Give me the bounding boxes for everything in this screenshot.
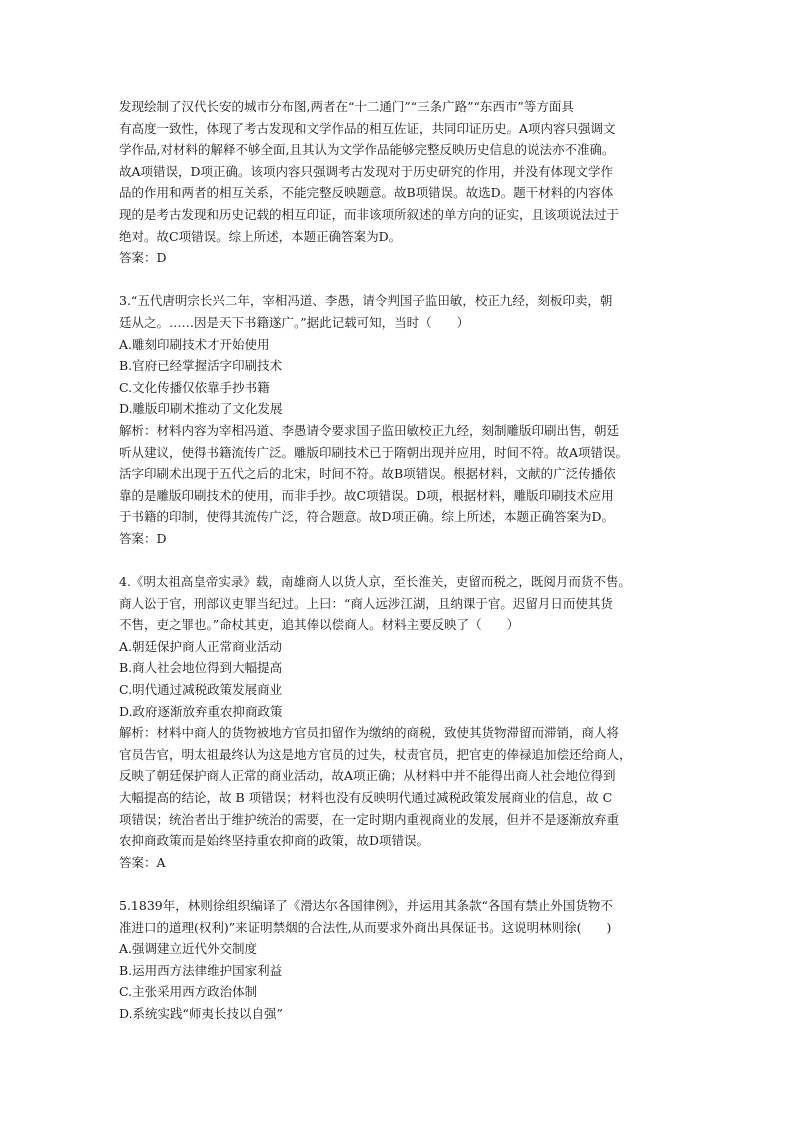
analysis-line: 听从建议，使得书籍流传广泛。雕版印刷技术已于隋朝出现并应用，时间不符。故A项错误。 [119, 444, 629, 460]
text-line: 品的作用和两者的相互关系，不能完整反映题意。故B项错误。故选D。题干材料的内容体 [119, 185, 614, 201]
analysis-line: 反映了朝廷保护商人正常的商业活动，故A项正确；从材料中并不能得出商人社会地位得到 [119, 768, 616, 784]
analysis-line: 解析：材料内容为宰相冯道、李愚请令要求国子监田敏校正九经，刻制雕版印刷出售，朝廷 [119, 422, 620, 438]
text-line: 发现绘制了汉代长安的城市分布图,两者在“十二通门”“三条广路”“东西市”等方面具 [119, 99, 574, 114]
answer-line: 答案：A [119, 854, 166, 870]
document-page [119, 96, 681, 1025]
analysis-line: 项错误；统治者出于维护统治的需要，在一定时期内重视商业的发展，但并不是逐渐放弃重 [119, 811, 620, 827]
answer-line: 答案：D [119, 530, 167, 546]
question-5 [119, 895, 681, 1025]
question-3 [119, 290, 681, 549]
option-b: B.官府已经掌握活字印刷技术 [119, 358, 283, 374]
option-a: A.雕刻印刷技术才开始使用 [119, 336, 270, 352]
question-stem: 商人讼于官，刑部议吏罪当纪过。上曰：“商人远涉江湖，且纳课于官。迟留月日而使其货 [119, 595, 613, 611]
option-a: A.朝廷保护商人正常商业活动 [119, 638, 283, 654]
analysis-line: 靠的是雕版印刷技术的使用，而非手抄。故C项错误。D项，根据材料，雕版印刷技术应用 [119, 487, 614, 503]
spacer [119, 269, 681, 291]
option-c: C.明代通过减税政策发展商业 [119, 682, 283, 698]
text-line: 绝对。故C项错误。综上所述，本题正确答案为D。 [119, 228, 402, 244]
analysis-line: 于书籍的印制，使得其流传广泛，符合题意。故D项正确。综上所述，本题正确答案为D。 [119, 509, 615, 525]
question-stem: 4.《明太祖高皇帝实录》载，南雄商人以货人京，至长淮关，吏留而税之，既阅月而货不售。 [119, 574, 631, 590]
question-stem: 准进口的道理(权利)”来证明禁烟的合法性,从而要求外商出具保证书。这说明林则徐( ) [119, 919, 612, 935]
analysis-line: 解析：材料中商人的货物被地方官员扣留作为缴纳的商税，致使其货物滞留而滞销，商人将 [119, 725, 620, 741]
answer-line: 答案：D [119, 250, 167, 266]
option-b: B.运用西方法律维护国家利益 [119, 962, 283, 978]
text-line: 学作品,对材料的解释不够全面,且其认为文学作品能够完整反映历史信息的说法亦不准确。 [119, 142, 615, 158]
option-c: C.主张采用西方政治体制 [119, 984, 258, 1000]
spacer [119, 873, 681, 895]
question-stem: 3.“五代唐明宗长兴二年，宰相冯道、李愚，请令判国子监田敏，校正九经，刻板印卖，朝 [119, 293, 613, 309]
option-c: C.文化传播仅依靠手抄书籍 [119, 379, 270, 395]
option-a: A.强调建立近代外交制度 [119, 941, 258, 957]
spacer [119, 549, 681, 571]
option-d: D.系统实践“师夷长技以自强” [119, 1005, 283, 1021]
option-d: D.政府逐渐放弃重农抑商政策 [119, 703, 283, 719]
text-line: 故A项错误，D项正确。该项内容只强调考古发现对于历史研究的作用，并没有体现文学作 [119, 163, 614, 179]
analysis-line: 官员告官，明太祖最终认为这是地方官员的过失，杖责官员，把官吏的俸禄追加偿还给商人， [119, 746, 632, 762]
question-stem: 5.1839年，林则徐组织编译了《滑达尔各国律例》，并运用其条款“各国有禁止外国货物不 [119, 897, 613, 913]
question-4 [119, 571, 681, 873]
text-line: 现的是考古发现和历史记载的相互印证，而非该项所叙述的单方向的证实，且该项说法过于 [119, 206, 620, 222]
question-stem: 廷从之。……因是天下书籍遂广。”据此记载可知，当时（ ） [119, 314, 470, 330]
analysis-line: 农抑商政策而是始终坚持重农抑商的政策，故D项错误。 [119, 833, 430, 849]
analysis-line: 大幅提高的结论，故 B 项错误；材料也没有反映明代通过减税政策发展商业的信息，故 C [119, 790, 613, 805]
text-line: 有高度一致性，体现了考古发现和文学作品的相互佐证，共同印证历史。A项内容只强调文 [119, 120, 616, 136]
option-d: D.雕版印刷术推动了文化发展 [119, 401, 283, 417]
option-b: B.商人社会地位得到大幅提高 [119, 660, 283, 676]
analysis-line: 活字印刷术出现于五代之后的北宋，时间不符。故B项错误。根据材料，文献的广泛传播依 [119, 466, 616, 482]
question-stem: 不售，吏之罪也。”命杖其吏，追其俸以偿商人。材料主要反映了（ ） [119, 617, 520, 633]
intro-analysis [119, 96, 681, 269]
